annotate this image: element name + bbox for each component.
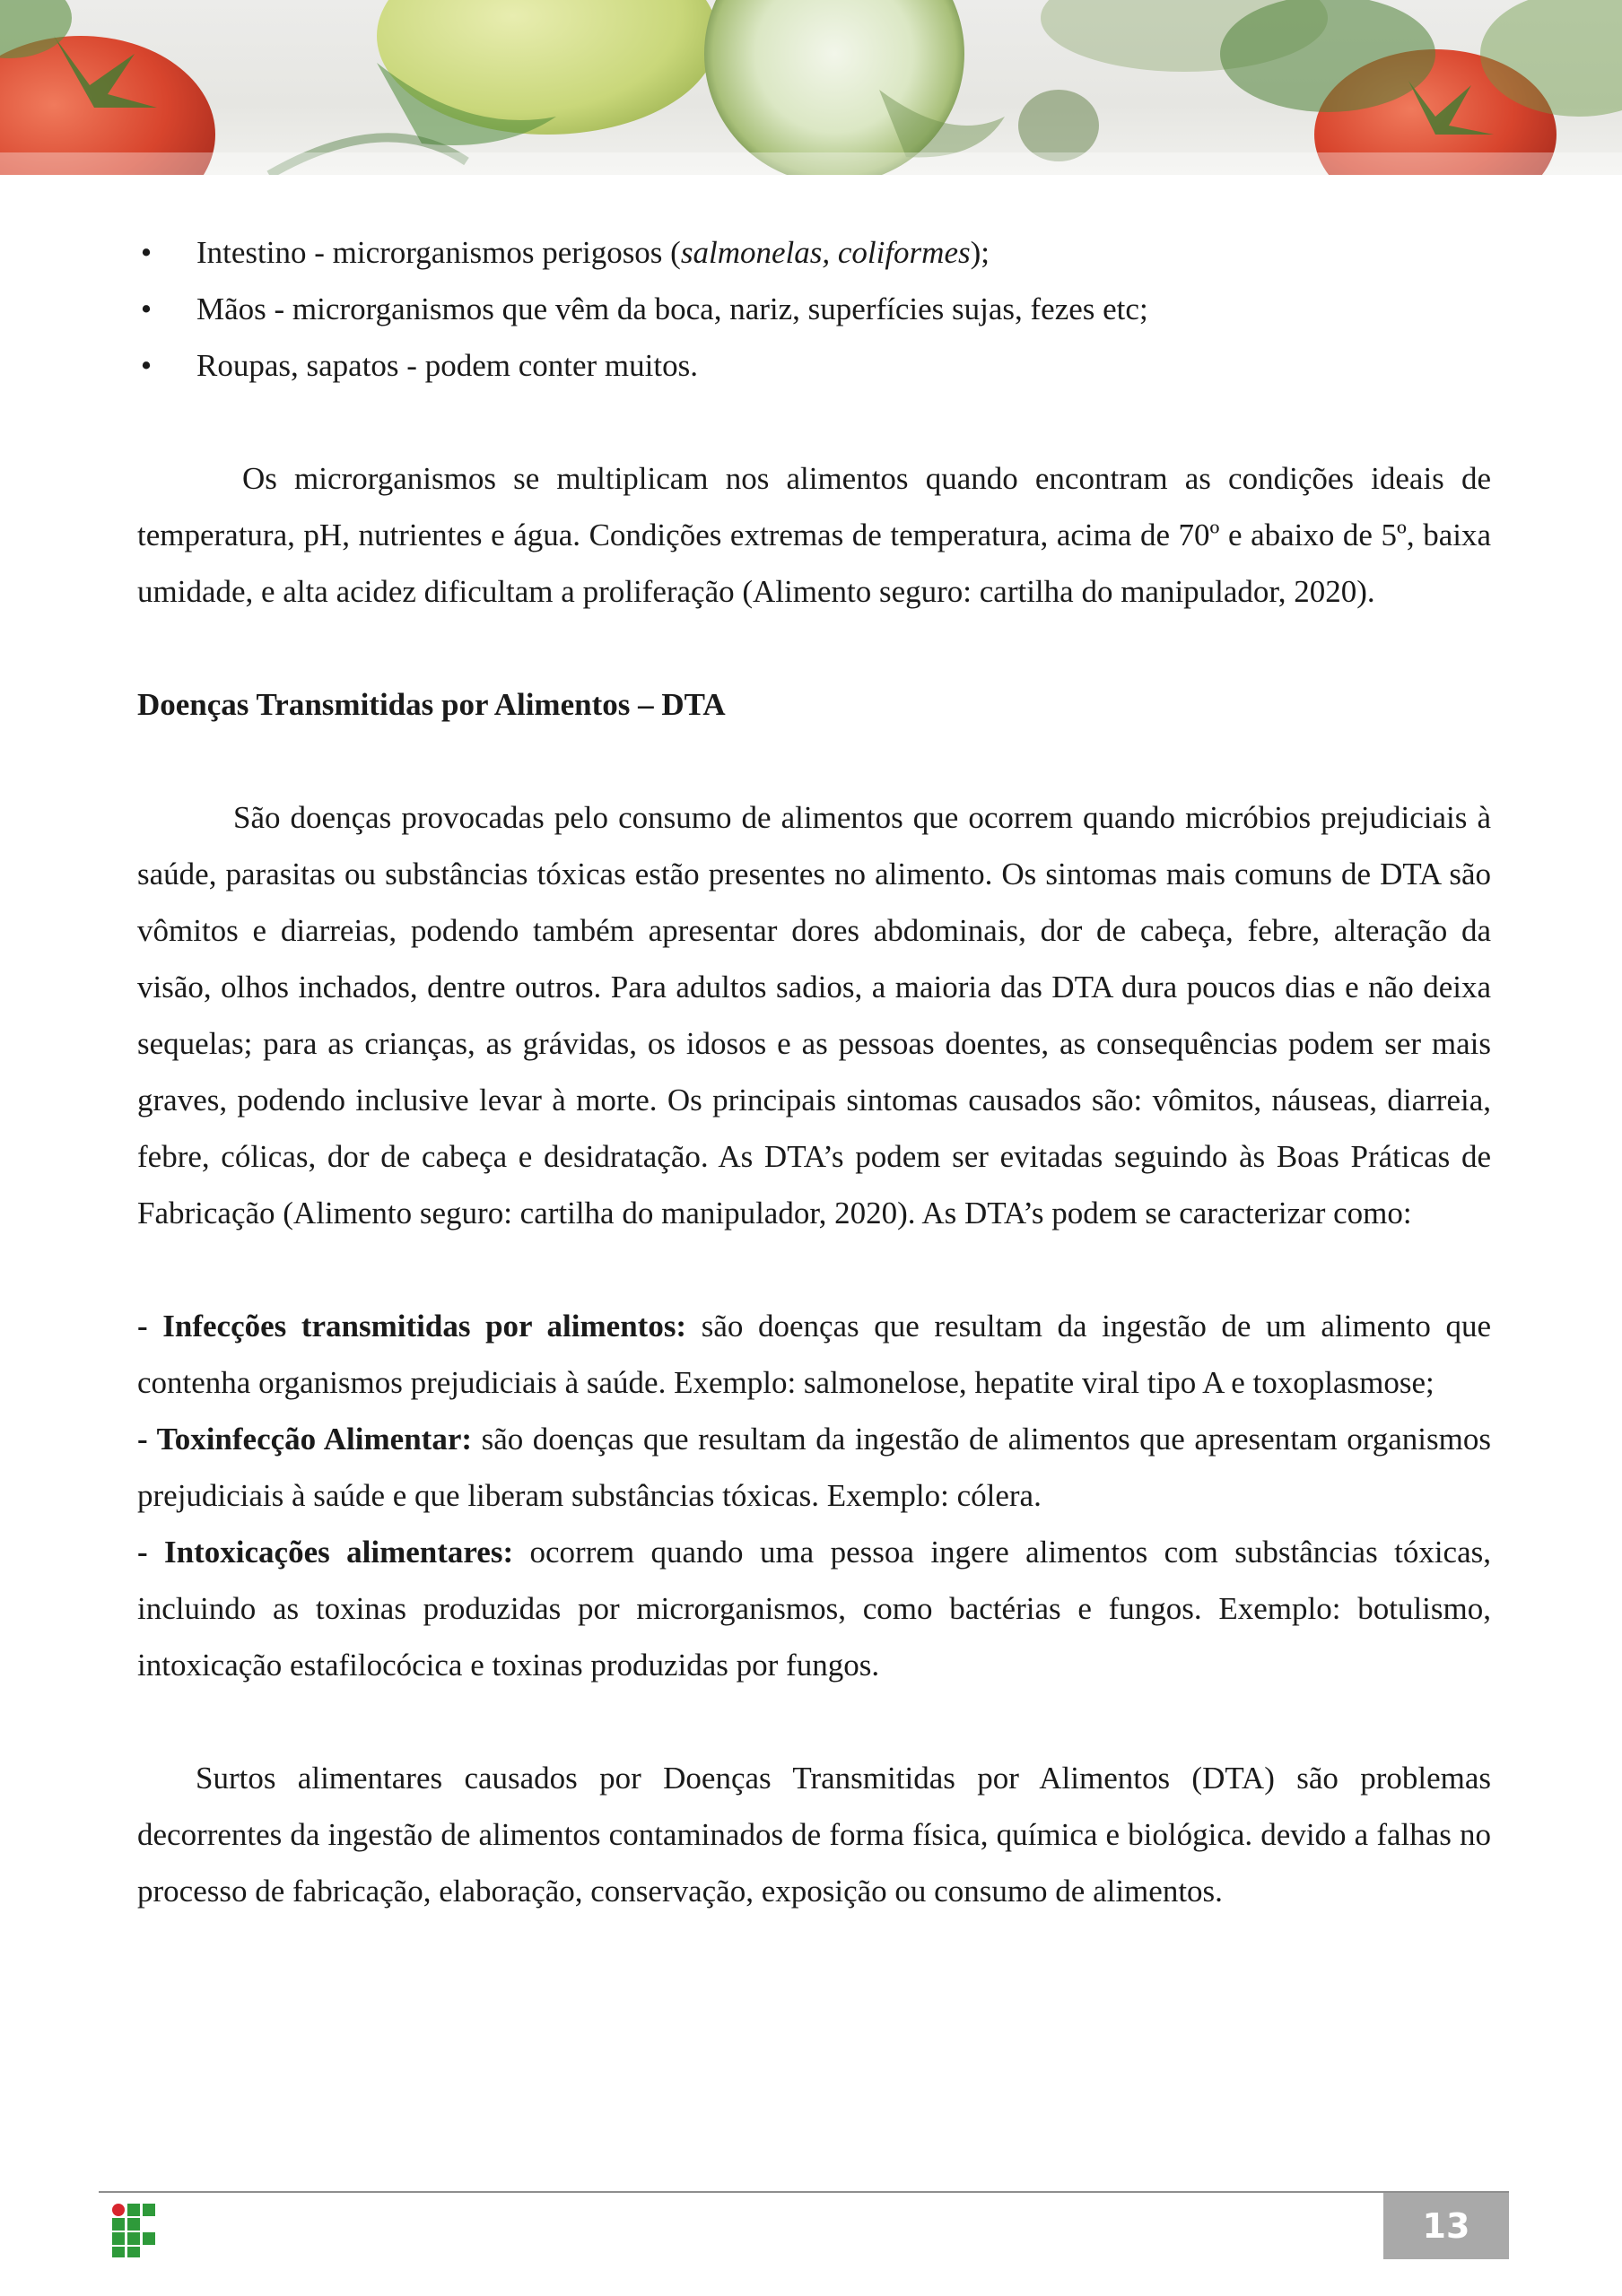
bullet-icon: •	[140, 291, 153, 326]
footer-divider	[99, 2191, 1509, 2193]
logo-red-dot	[112, 2204, 125, 2216]
bullet-list	[137, 224, 1491, 394]
definition-term: - Intoxicações alimentares:	[137, 1535, 514, 1570]
definition-text: são doenças que resultam da ingestão de alimentos que apresentam organismos prejudiciais à saúde e que liberam substâncias tóxicas. Exemplo: cólera.	[137, 1422, 1491, 1513]
bullet-icon: •	[140, 348, 153, 383]
list-item-italic-text: salmonelas, coliformes	[680, 235, 971, 270]
definition-item	[137, 1298, 1491, 1411]
definition-text: ocorrem quando uma pessoa ingere alimentos com substâncias tóxicas, incluindo as toxinas produzidas por microrganismos, como bactérias e fungos. Exemplo: botulismo, intoxicação estafilocócica e toxinas produzidas por fungos.	[137, 1535, 1491, 1683]
definition-item	[137, 1411, 1491, 1524]
definition-term: - Infecções transmitidas por alimentos:	[137, 1309, 687, 1344]
list-item-text-before: Intestino - microrganismos perigosos (	[196, 235, 681, 270]
paragraph-microrganismos: Os microrganismos se multiplicam nos alimentos quando encontram as condições ideais de temperatura, pH, nutrientes e água. Condições extremas de temperatura, acima de 70º e abaixo de 5º, baixa umidade, e alta acidez dificultam a proliferação (Alimento seguro: cartilha do manipulador, 2020).	[137, 461, 1491, 609]
list-item	[137, 337, 1491, 394]
page-number-badge	[1383, 2193, 1509, 2259]
list-item	[137, 281, 1491, 337]
page-content	[137, 224, 1491, 1919]
list-item-text: Roupas, sapatos - podem conter muitos.	[196, 348, 698, 383]
list-item-text-after: );	[970, 235, 990, 270]
paragraph-dta-definition: São doenças provocadas pelo consumo de alimentos que ocorrem quando micróbios prejudiciais à saúde, parasitas ou substâncias tóxicas estão presentes no alimento. Os sintomas mais comuns de DTA são vômitos e diarreias, podendo também apresentar dores abdominais, dor de cabeça, febre, alteração da visão, olhos inchados, dentre outros. Para adultos sadios, a maioria das DTA dura poucos dias e não deixa sequelas; para as crianças, as grávidas, os idosos e as pessoas doentes, as consequências podem ser mais graves, podendo inclusive levar à morte. Os principais sintomas causados são: vômitos, náuseas, diarreia, febre, cólicas, dor de cabeça e desidratação. As DTA’s podem ser evitadas seguindo às Boas Práticas de Fabricação (Alimento seguro: cartilha do manipulador, 2020). As DTA’s podem se caracterizar como:	[137, 800, 1491, 1231]
section-heading: Doenças Transmitidas por Alimentos – DTA	[137, 687, 726, 722]
definition-item	[137, 1524, 1491, 1693]
page-number: 13	[1422, 2206, 1470, 2246]
list-item	[137, 224, 1491, 281]
definition-term: - Toxinfecção Alimentar:	[137, 1422, 473, 1457]
definition-text: são doenças que resultam da ingestão de um alimento que contenha organismos prejudiciais à saúde. Exemplo: salmonelose, hepatite viral tipo A e toxoplasmose;	[137, 1309, 1491, 1400]
vegetables-illustration	[0, 0, 1622, 175]
bullet-icon: •	[140, 235, 153, 270]
paragraph-surtos: Surtos alimentares causados por Doenças Transmitidas por Alimentos (DTA) são problemas decorrentes da ingestão de alimentos contaminados de forma física, química e biológica. devido a falhas no processo de fabricação, elaboração, conservação, exposição ou consumo de alimentos.	[137, 1761, 1491, 1909]
institution-logo-icon	[112, 2204, 157, 2257]
list-item-text: Mãos - microrganismos que vêm da boca, nariz, superfícies sujas, fezes etc;	[196, 291, 1148, 326]
header-food-banner-image	[0, 0, 1622, 175]
